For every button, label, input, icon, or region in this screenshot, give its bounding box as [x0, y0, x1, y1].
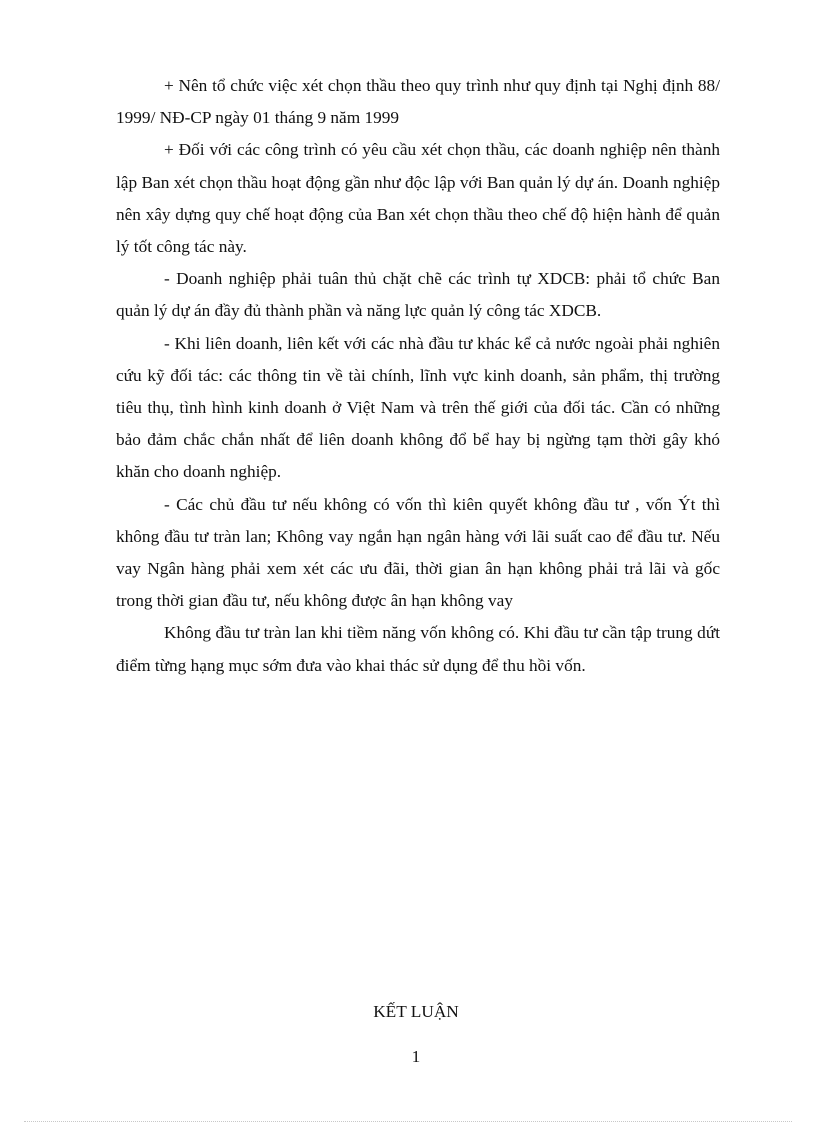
paragraph-bidding-committee: + Đối với các công trình có yêu cầu xét chọn thầu, các doanh nghiệp nên thành lập Ban xét chọn thầu hoạt động gần như độc lập với Ban quản lý dự án. Doanh nghiệp nên xây dựng quy chế hoạt động của Ban xét chọn thầu theo chế độ hiện hành để quản lý tốt công tác này.: [116, 140, 720, 257]
paragraph-focused-investment: Không đầu tư tràn lan khi tiềm năng vốn không có. Khi đầu tư cần tập trung dứt điểm từng hạng mục sớm đưa vào khai thác sử dụng để thu hồi vốn.: [116, 623, 720, 675]
paragraph-xdcb-procedure: - Doanh nghiệp phải tuân thủ chặt chẽ các trình tự XDCB: phải tổ chức Ban quản lý dự án đầy đủ thành phần và năng lực quản lý công tác XDCB.: [116, 269, 720, 321]
paragraph-bidding-procedure: + Nên tổ chức việc xét chọn thầu theo quy trình như quy định tại Nghị định 88/ 1999/ NĐ-CP ngày 01 tháng 9 năm 1999: [116, 76, 720, 128]
paragraph-investment-capital: - Các chủ đầu tư nếu không có vốn thì kiên quyết không đầu tư , vốn Ýt thì không đầu tư tràn lan; Không vay ngắn hạn ngân hàng với lãi suất cao để đầu tư. Nếu vay Ngân hàng phải xem xét các ưu đãi, thời gian ân hạn không phải trả lãi và gốc trong thời gian đầu tư, nếu không được ân hạn không vay: [116, 494, 720, 611]
paragraph-joint-venture: - Khi liên doanh, liên kết với các nhà đầu tư khác kể cả nước ngoài phải nghiên cứu kỹ đối tác: các thông tin về tài chính, lĩnh vực kinh doanh, sản phẩm, thị trường tiêu thụ, tình hình kinh doanh ở Việt Nam và trên thế giới của đối tác. Cần có những bảo đảm chắc chắn nhất để liên doanh không đổ bể hay bị ngừng tạm thời gây khó khăn cho doanh nghiệp.: [116, 333, 720, 482]
section-heading: KẾT LUẬN: [373, 1002, 459, 1021]
body-text: [116, 70, 720, 682]
footer-divider: [24, 1121, 792, 1122]
page-number: 1: [411, 1047, 421, 1066]
